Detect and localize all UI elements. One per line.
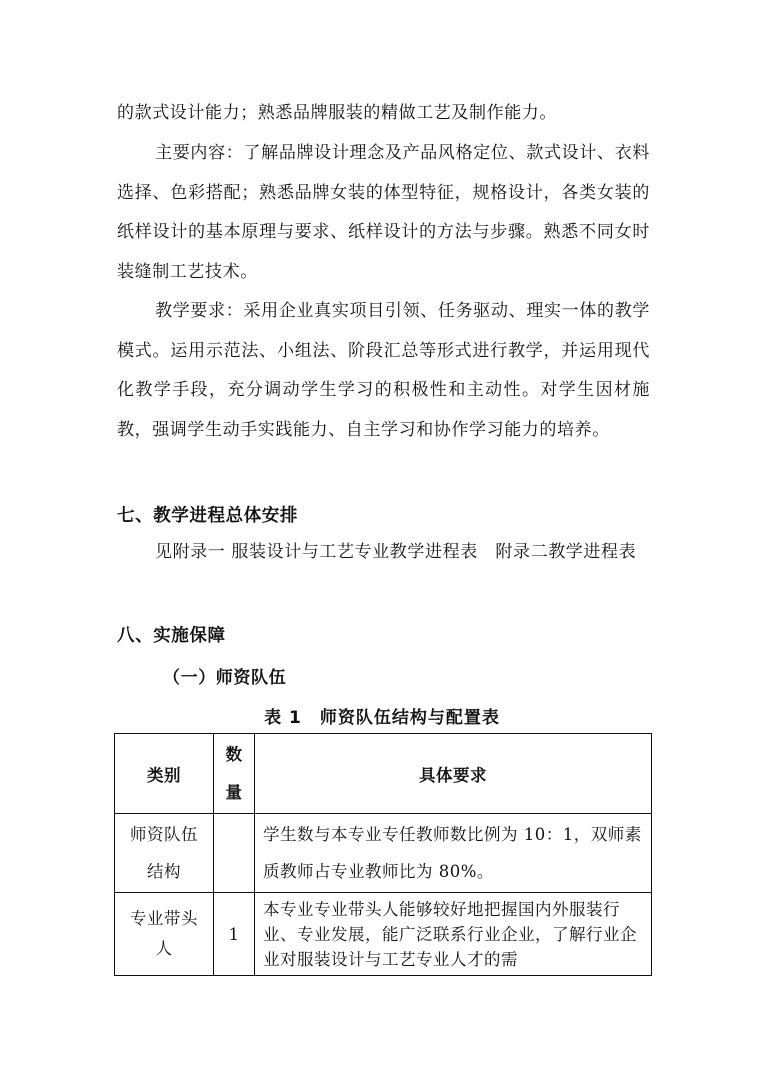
table-row [115,814,652,893]
header-category: 类别 [115,734,214,814]
row-requirement: 本专业专业带头人能够较好地把握国内外服装行业、专业发展，能广泛联系行业企业，了解行业企业对服装设计与工艺专业人才的需 [255,893,652,976]
header-count-bottom: 量 [225,782,243,802]
subsection-heading-1: （一）师资队伍 [163,668,287,688]
header-count [214,734,255,814]
table-caption: 表 1 师资队伍结构与配置表 [264,708,500,728]
table-row [115,893,652,976]
paragraph-teaching-requirements: 教学要求：采用企业真实项目引领、任务驱动、理实一体的教学模式。运用示范法、小组法、阶段汇总等形式进行教学，并运用现代化教学手段，充分调动学生学习的积极性和主动性。对学生因材施教，强调学生动手实践能力、自主学习和协作学习能力的培养。 [117,301,650,440]
row-count [214,814,255,893]
table-header-row [115,734,652,814]
section-heading-7: 七、教学进程总体安排 [117,506,298,526]
staff-structure-table [114,733,652,976]
section-heading-8: 八、实施保障 [117,626,226,646]
row-category: 专业带头 人 [115,893,214,976]
header-requirement: 具体要求 [255,734,652,814]
paragraph-appendix-reference: 见附录一 服装设计与工艺专业教学进程表 附录二教学进程表 [155,542,637,562]
paragraph-continuation: 的款式设计能力；熟悉品牌服装的精做工艺及制作能力。 [117,103,557,123]
row-count: 1 [214,893,255,976]
row-category: 师资队伍 结构 [115,814,214,893]
row-requirement: 学生数与本专业专任教师数比例为 10：1，双师素质教师占专业教师比为 80%。 [255,814,652,893]
paragraph-main-content: 主要内容：了解品牌设计理念及产品风格定位、款式设计、衣料选择、色彩搭配；熟悉品牌女装的体型特征，规格设计，各类女装的纸样设计的基本原理与要求、纸样设计的方法与步骤。熟悉不同女时装缝制工艺技术。 [117,143,650,282]
header-count-top: 数 [225,744,243,764]
